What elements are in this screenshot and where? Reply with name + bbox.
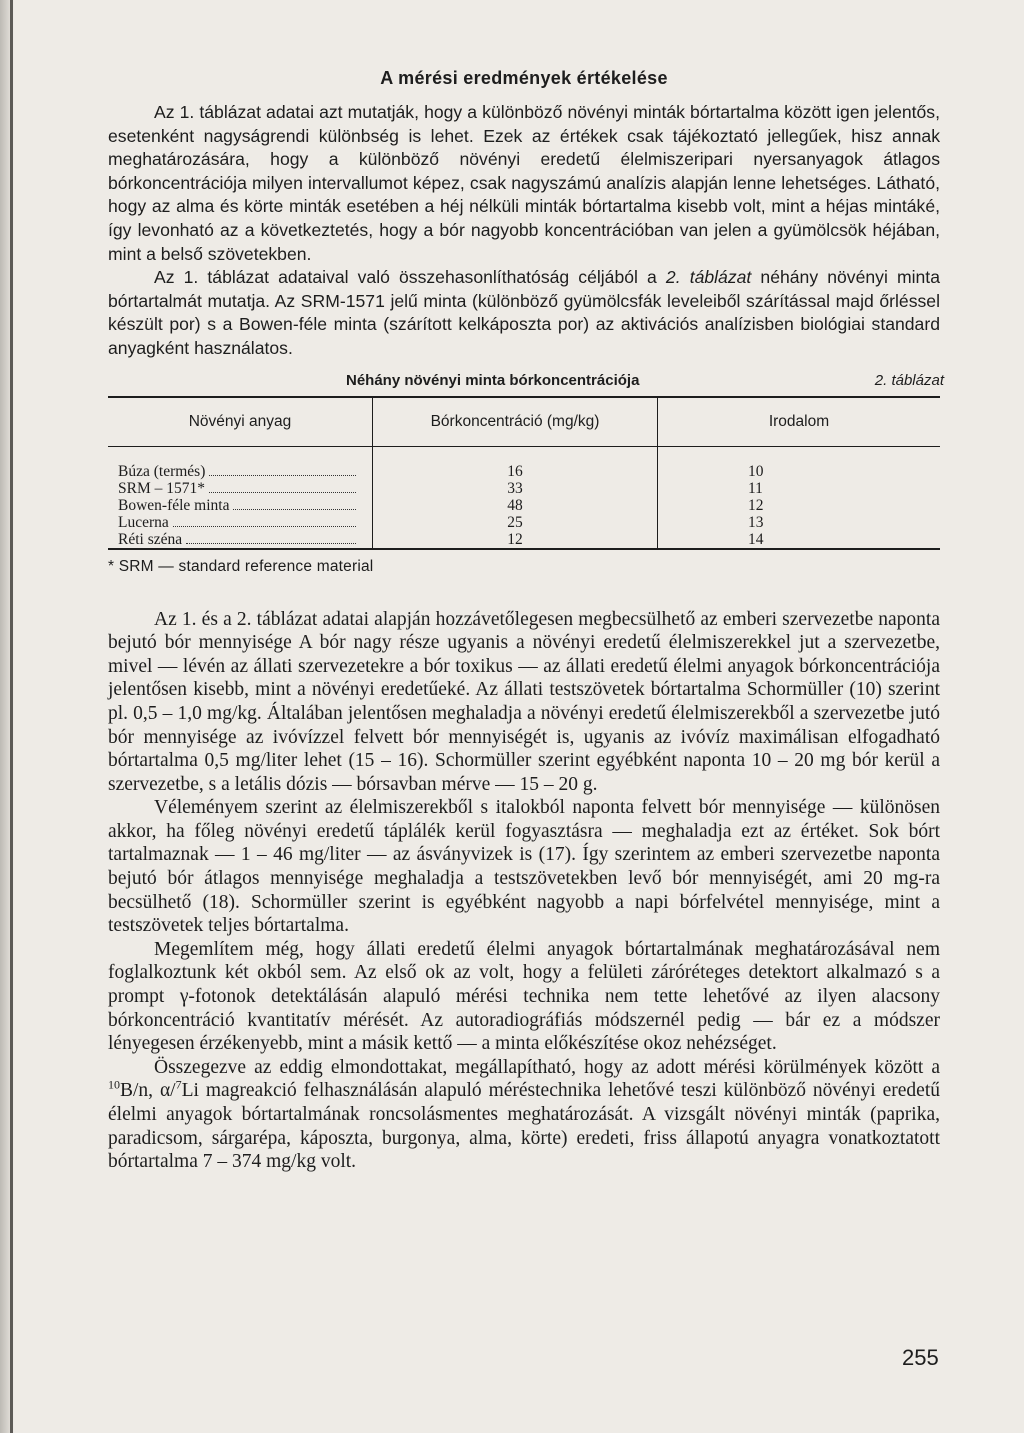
book-spine-edge <box>10 0 13 1433</box>
body-paragraph-4-end: Li magreakció felhasználásán alapuló méréstechnika lehetővé teszi különböző növényi eredetű élelmi anyagok bórtartalmának roncsolásmentes meghatározását. A vizsgált növényi minták (paprika, paradicsom, sárgarépa, káposzta, burgonya, alma, körte) eredeti, friss állapotú anyagra vonatkoztatott bórtartalma 7 – 374 mg/kg volt. <box>108 1080 940 1173</box>
row-boron-value: 16 <box>373 446 658 480</box>
row-boron-value: 25 <box>373 514 658 531</box>
table-reference: 2. táblázat <box>665 267 752 288</box>
intro-paragraph-1: Az 1. táblázat adatai azt mutatják, hogy a különböző növényi minták bórtartalma között igen jelentős, esetenként nagyságrendi különbség is lehet. Ezek az értékek csak tájékoztató jellegűek, hisz annak meghatározására, hogy a különböző növényi eredetű élelmiszeripari nyersanyagok átlagos bórkoncentrációja milyen intervallumot képez, csak nagyszámú analízis alapján lenne lehetséges. Látható, hogy az alma és körte minták esetében a héj nélküli minták bórtartalma kisebb volt, mint a héjas mintáké, így levonható az a következtetés, hogy a bór nagyobb koncentrációban van jelen a gyümölcsök héjában, mint a belső szövetekben. <box>108 102 940 264</box>
row-reference: 14 <box>748 530 764 548</box>
table-footnote: * SRM — standard reference material <box>108 557 374 575</box>
row-plant-name: Bowen-féle minta <box>118 496 230 514</box>
isotope-mass-number-boron: 10 <box>108 1077 120 1092</box>
row-plant-name: Búza (termés) <box>118 462 206 480</box>
row-reference: 12 <box>748 496 764 514</box>
row-plant-name: Réti széna <box>118 530 183 548</box>
body-paragraph-4 <box>108 1056 940 1174</box>
dot-leader <box>209 463 356 476</box>
dot-leader <box>233 497 356 510</box>
intro-paragraph-2-end: néhány növényi minta bórtartalmát mutatja. Az SRM-1571 jelű minta (különböző gyümölcsfák leveleiből szárítással majd őrléssel készült por) s a Bowen-féle minta (szárított kelkáposzta por) az aktivációs analízisben biológiai standard anyagként használatos. <box>108 267 940 358</box>
table-number: 2. táblázat <box>874 371 944 389</box>
intro-paragraph-2-start: Az 1. táblázat adataival való összehasonlíthatóság céljából a <box>154 267 666 288</box>
table-row <box>108 480 940 497</box>
row-boron-value: 48 <box>373 497 658 514</box>
table-header-row <box>108 397 940 447</box>
document-page <box>108 64 944 1174</box>
column-header-boron-concentration: Bórkoncentráció (mg/kg) <box>373 397 658 447</box>
row-plant-name: SRM – 1571* <box>118 479 205 497</box>
row-boron-value: 33 <box>373 480 658 497</box>
row-boron-value: 12 <box>373 531 658 549</box>
column-header-plant-material: Növényi anyag <box>108 397 373 447</box>
row-plant-name: Lucerna <box>118 513 169 531</box>
body-paragraph-3: Megemlítem még, hogy állati eredetű élelmi anyagok bórtartalmának meghatározásával nem foglalkoztunk két okból sem. Az első ok az volt, hogy a felületi záróréteges detektort alkalmazó s a prompt γ-fotonok detektálásán alapuló mérési technika nem tette lehetővé az ilyen alacsony bórkoncentráció kvantitatív mérését. Az autoradiográfiás módszernél pedig — bár ez a módszer lényegesen érzékenyebb, mint a másik kettő — a minta előkészítése okoz nehézséget. <box>108 938 940 1055</box>
dot-leader <box>209 480 356 493</box>
intro-paragraph-2 <box>108 266 940 360</box>
body-paragraph-4-start: Összegezve az eddig elmondottakat, megállapítható, hogy az adott mérési körülmények között a <box>154 1056 940 1078</box>
table-row <box>108 531 940 549</box>
table-caption-row <box>108 371 944 396</box>
row-reference: 11 <box>748 479 763 497</box>
row-reference: 10 <box>748 462 764 480</box>
table-row <box>108 514 940 531</box>
intro-section <box>108 101 940 361</box>
dot-leader <box>186 531 356 544</box>
row-reference: 13 <box>748 513 764 531</box>
table-caption: Néhány növényi minta bórkoncentrációja <box>346 371 640 389</box>
section-heading: A mérési eredmények értékelése <box>380 68 668 88</box>
body-section <box>108 608 940 1174</box>
isotope-mass-number-lithium: 7 <box>175 1077 182 1092</box>
body-paragraph-1: Az 1. és a 2. táblázat adatai alapján hozzávetőlegesen megbecsülhető az emberi szervezetbe naponta bejutó bór mennyisége A bór nagy része ugyanis a növényi eredetű élelmiszerekkel jut a szervezetbe, mivel — lévén az állati szervezetekre a bór toxikus — az állati eredetű élelmi anyagok bórkoncentrációja jelentősen kisebb, mint a növényi eredetűeké. Az állati testszövetek bórtartalma Schormüller (10) szerint pl. 0,5 – 1,0 mg/kg. Általában jelentősen meghaladja a növényi eredetű élelmiszerekből a szervezetbe jutó bór mennyisége az ivóvízzel felvett bór mennyiségét is, ugyanis az ivóvíz maximálisan elfogadható bórtartalma 0,5 mg/liter lehet (15 – 16). Schormüller szerint egyébként naponta 10 – 20 mg bór kerül a szervezetbe, s a letális dózis — bórsavban mérve — 15 – 20 g. <box>108 608 940 795</box>
dot-leader <box>173 514 356 527</box>
boron-concentration-table <box>108 396 940 550</box>
table-row <box>108 446 940 480</box>
body-paragraph-2: Véleményem szerint az élelmiszerekből s italokból naponta felvett bór mennyisége — különösen akkor, ha főleg növényi eredetű táplálék kerül fogyasztásra — meghaladja ezt az értéket. Sok bórt tartalmaznak — 1 – 46 mg/liter — az ásványvizek is (17). Így szerintem az emberi szervezetbe naponta bejutó bór átlagos mennyisége meghaladja a testszövetekben levő bór mennyiségét, ami 20 mg-ra becsülhető (18). Schormüller szerint is egyébként nagyobb a napi bórfelvétel mennyisége, mint a testszövetek teljes bórtartalma. <box>108 797 940 937</box>
page-number: 255 <box>902 1345 939 1370</box>
nuclear-reaction-text: B/n, α/ <box>120 1080 176 1102</box>
table-row <box>108 497 940 514</box>
column-header-reference: Irodalom <box>658 397 941 447</box>
